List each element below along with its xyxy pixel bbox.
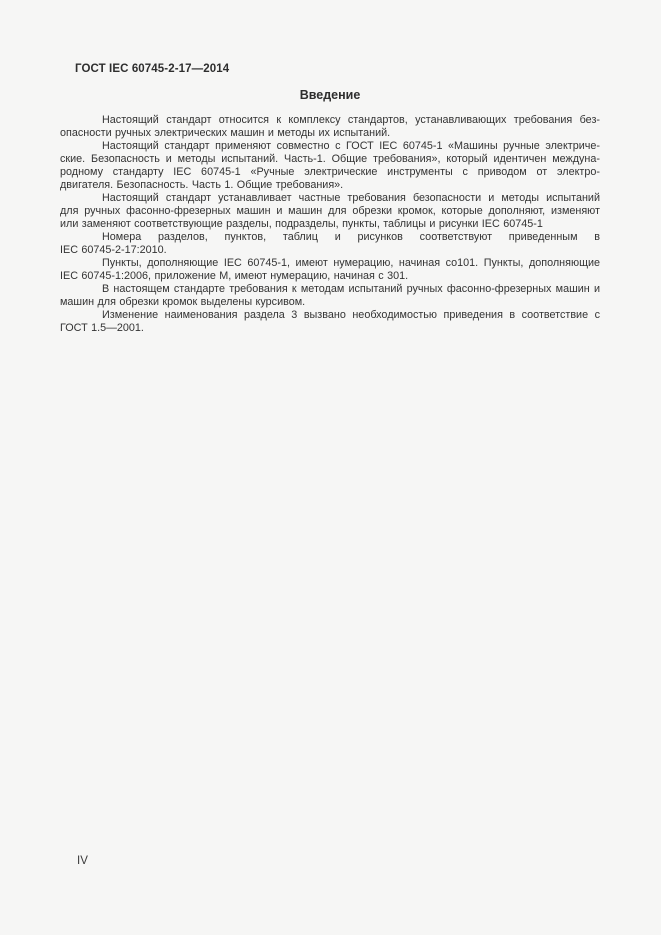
text-line: двигателя. Безопасность. Часть 1. Общие требования». [60,179,344,191]
doc-number-header: ГОСТ IEC 60745-2-17—2014 [75,63,230,75]
paragraph [60,231,600,257]
text-line: Настоящий стандарт устанавливает частные требования безопасности и методы испытаний [102,192,600,204]
text-line: ские. Безопасность и методы испытаний. Часть-1. Общие требования», который идентичен междуна- [60,153,600,165]
page-number: IV [77,855,88,867]
text-line: ГОСТ 1.5—2001. [60,322,144,334]
text-line: или заменяют соответствующие разделы, подразделы, пункты, таблицы и рисунки IEC 60745-1 [60,218,543,230]
text-line: Изменение наименования раздела 3 вызвано необходимостью приведения в соответствие с [102,309,600,321]
text-line: опасности ручных электрических машин и методы их испытаний. [60,127,391,139]
text-line: для ручных фасонно-фрезерных машин и машин для обрезки кромок, которые дополняют, изменяют [60,205,600,217]
introduction-text [60,114,600,335]
text-line: IEC 60745-2-17:2010. [60,244,167,256]
paragraph [60,114,600,140]
paragraph [60,192,600,231]
paragraph [60,257,600,283]
text-line: родному стандарту IEC 60745-1 «Ручные электрические инструменты с приводом от электро- [60,166,600,178]
text-line: IEC 60745-1:2006, приложение М, имеют нумерацию, начиная с 301. [60,270,409,282]
text-line: Пункты, дополняющие IEC 60745-1, имеют нумерацию, начиная со101. Пункты, дополняющие [102,257,600,269]
text-line: Номера разделов, пунктов, таблиц и рисунков соответствуют приведенным в [102,231,600,243]
text-line: машин для обрезки кромок выделены курсивом. [60,296,306,308]
paragraph [60,140,600,192]
paragraph [60,309,600,335]
text-line: Настоящий стандарт относится к комплексу стандартов, устанавливающих требования без- [102,114,600,126]
page-title: Введение [299,88,361,102]
paragraph [60,283,600,309]
text-line: Настоящий стандарт применяют совместно с ГОСТ IEC 60745-1 «Машины ручные электриче- [102,140,600,152]
text-line: В настоящем стандарте требования к методам испытаний ручных фасонно-фрезерных машин и [102,283,600,295]
